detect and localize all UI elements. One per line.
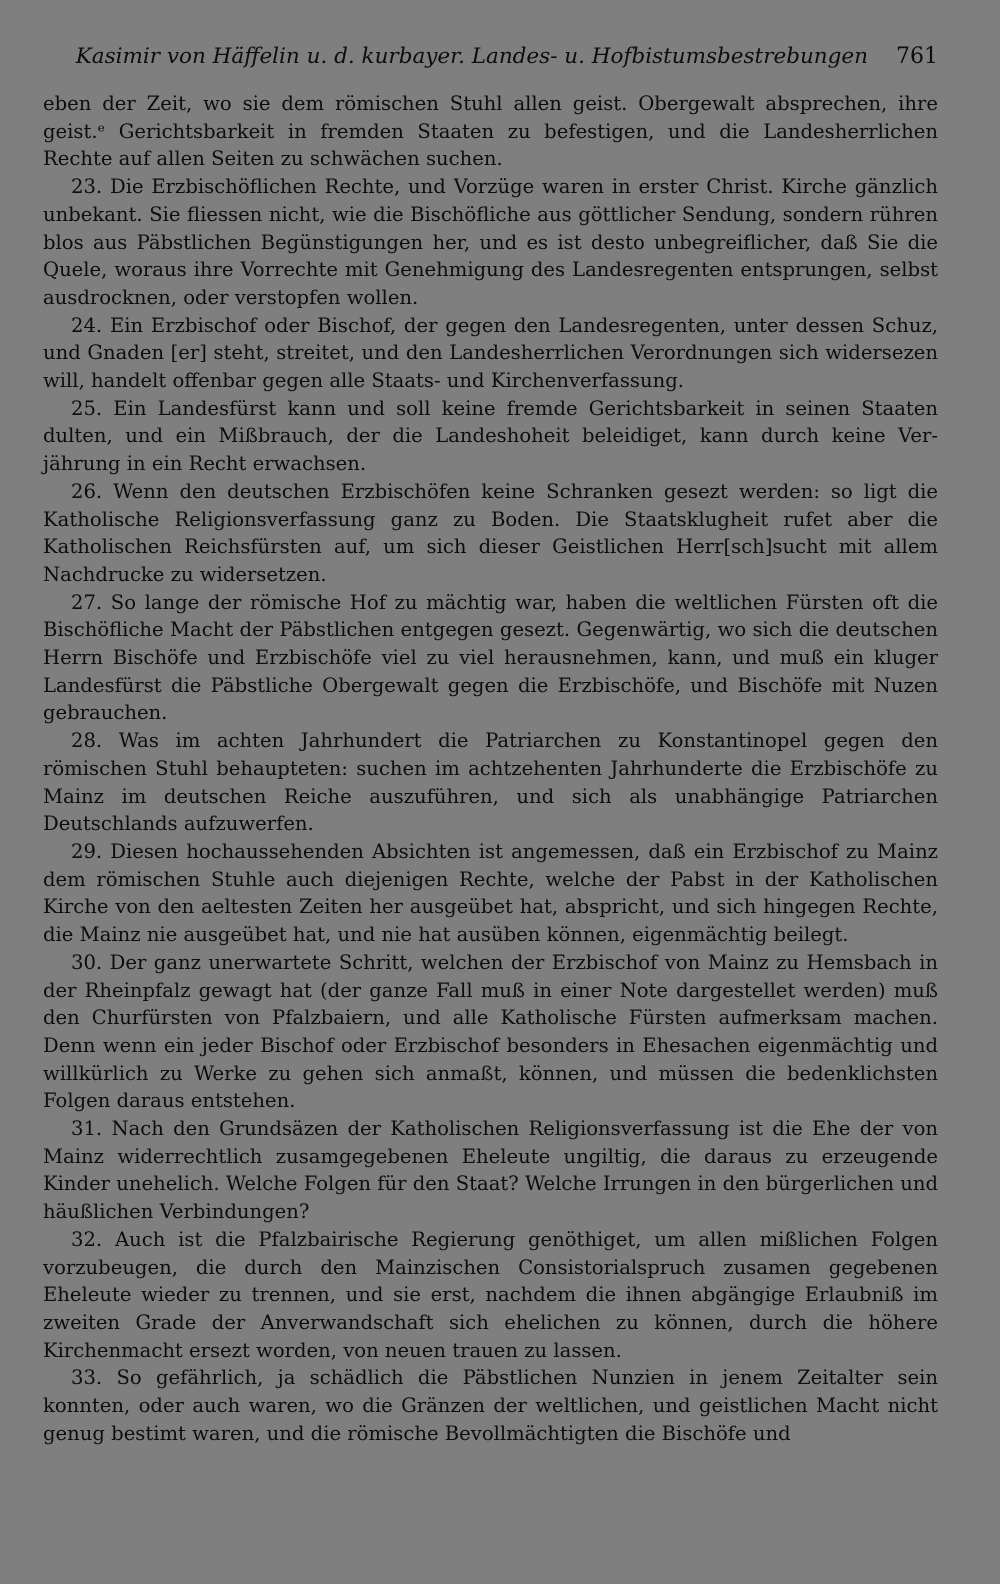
paragraph-30: [43, 949, 938, 1115]
paragraph-text: Ein Erzbischof oder Bischof, der gegen den Landesregenten, unter dessen Schuz, und Gnaden [er] steht, streitet, und den Landesherrlichen Verordnungen sich widersezen will, handelt offenbar gegen alle Staats- und Kirchenverfassung.: [43, 313, 938, 393]
paragraph-text: So gefährlich, ja schädlich die Päbstlichen Nunzien in jenem Zeitalter sein konnten, oder auch waren, wo die Gränzen der weltlichen, und geistlichen Macht nicht genug bestimt waren, und die römische Bevollmächtigten die Bischöfe und: [43, 1366, 938, 1445]
paragraph-number: 33.: [71, 1366, 103, 1390]
paragraph-number: 26.: [71, 479, 103, 503]
paragraph-text: Diesen hochaussehenden Absichten ist angemessen, daß ein Erzbischof zu Mainz dem römischen Stuhle auch diejenigen Rechte, welche der Pabst in der Katholischen Kirche von den aeltesten Zeiten her ausgeübet hat, abspricht, und sich hingegen Rechte, die Mainz nie ausgeübet hat, und nie hat ausüben können, eigenmächtig beilegt.: [43, 839, 939, 947]
paragraph-text: Auch ist die Pfalzbairische Regierung genöthiget, um allen mißlichen Folgen vorzubeugen, die durch den Mainzischen Consistorialspruch zusamen gegebenen Eheleute wieder zu trennen, und sie erst, nachdem die ihnen abgängige Erlaubniß im zweiten Grade der Anverwandschaft sich ehelichen zu können, durch die höhere Kirchenmacht ersezt worden, von neuen trauen zu lassen.: [43, 1227, 938, 1362]
paragraph-23: [43, 173, 938, 312]
book-page: [43, 44, 938, 1447]
paragraph-continued: [43, 90, 938, 173]
paragraph-number: 25.: [71, 396, 103, 420]
paragraph-31: [43, 1115, 938, 1226]
paragraph-number: 32.: [71, 1227, 103, 1251]
paragraph-29: [43, 838, 938, 949]
paragraph-number: 24.: [71, 313, 103, 337]
paragraph-32: [43, 1226, 938, 1365]
paragraph-33: [43, 1364, 938, 1447]
paragraph-text: Was im achten Jahrhundert die Patriarchen zu Konstantinopel gegen den römischen Stuhl behaupteten: suchen im achtzehenten Jahrhunderte die Erzbischöfe zu Mainz im deutschen Reiche auszuführen, und sich als unabhängige Patriarchen Deutschlands aufzuwerfen.: [43, 729, 938, 836]
paragraph-text: Der ganz unerwartete Schritt, welchen der Erzbischof von Mainz zu Hemsbach in der Rheinpfalz gewagt hat (der ganze Fall muß in einer Note dargestellet werden) muß den Churfürsten von Pfalzbaiern, und alle Katholische Fürsten aufmerksam machen. Denn wenn ein jeder Bischof oder Erzbischof besonders in Ehesachen eigenmächtig und willkürlich zu Werke zu gehen sich anmaßt, können, und müssen die bedenklichsten Folgen daraus entstehen.: [43, 950, 938, 1113]
paragraph-number: 30.: [71, 950, 103, 974]
paragraph-text: Wenn den deutschen Erzbischöfen keine Schranken gesezt werden: so ligt die Katholische Religionsverfassung ganz zu Boden. Die Staatsklugheit rufet aber die Katholischen Reichsfürsten auf, um sich dieser Geistlichen Herr[sch]sucht mit allem Nachdrucke zu widersetzen.: [43, 479, 938, 586]
paragraph-number: 27.: [71, 590, 103, 614]
paragraph-text: Ein Landesfürst kann und soll keine fremde Gerichtsbarkeit in seinen Staaten dulten, und ein Mißbrauch, der die Landeshoheit beleidiget, kann durch keine Verjährung in ein Recht erwachsen.: [43, 396, 938, 476]
paragraph-text: eben der Zeit, wo sie dem römischen Stuhl allen geist. Obergewalt absprechen, ihre geist.ᵉ Gerichtsbarkeit in fremden Staaten zu befestigen, und die Landesherrlichen Rechte auf allen Seiten zu schwächen suchen.: [43, 92, 938, 171]
paragraph-text: Die Erzbischöflichen Rechte, und Vorzüge waren in erster Christ. Kirche gänzlich unbekant. Sie fliessen nicht, wie die Bischöfliche aus göttlicher Sendung, sondern rühren blos aus Päbstlichen Begünstigungen her, und es ist desto unbegreiflicher, daß Sie die Quele, woraus ihre Vorrechte mit Genehmigung des Landesregenten entsprungen, selbst ausdrocknen, oder verstopfen wollen.: [43, 175, 938, 309]
paragraph-28: [43, 727, 938, 838]
page-number: 761: [896, 44, 938, 69]
paragraph-number: 29.: [71, 839, 103, 863]
paragraph-text: So lange der römische Hof zu mächtig war, haben die weltlichen Fürsten oft die Bischöfliche Macht der Päbstlichen entgegen gesezt. Gegenwärtig, wo sich die deutschen Herrn Bischöfe und Erzbischöfe viel zu viel herausnehmen, kann, und muß ein kluger Landesfürst die Päbstliche Obergewalt gegen die Erzbischöfe, und Bischöfe mit Nuzen gebrauchen.: [43, 590, 938, 725]
paragraph-26: [43, 478, 938, 589]
paragraph-number: 31.: [71, 1117, 103, 1141]
paragraph-27: [43, 589, 938, 728]
running-head: [43, 44, 938, 84]
body-text: [43, 90, 938, 1447]
paragraph-text: Nach den Grundsäzen der Katholischen Religionsverfassung ist die Ehe der von Mainz widerrechtlich zusamgegebenen Eheleute ungiltig, die daraus zu erzeugende Kinder unehelich. Welche Folgen für den Staat? Welche Irrungen in den bürgerlichen und häußlichen Verbindungen?: [43, 1117, 939, 1224]
running-title: Kasimir von Häffelin u. d. kurbayer. Landes- u. Hofbistumsbestrebungen: [75, 44, 868, 69]
paragraph-25: [43, 395, 938, 478]
paragraph-number: 23.: [71, 175, 103, 199]
paragraph-24: [43, 312, 938, 395]
paragraph-number: 28.: [71, 729, 103, 753]
